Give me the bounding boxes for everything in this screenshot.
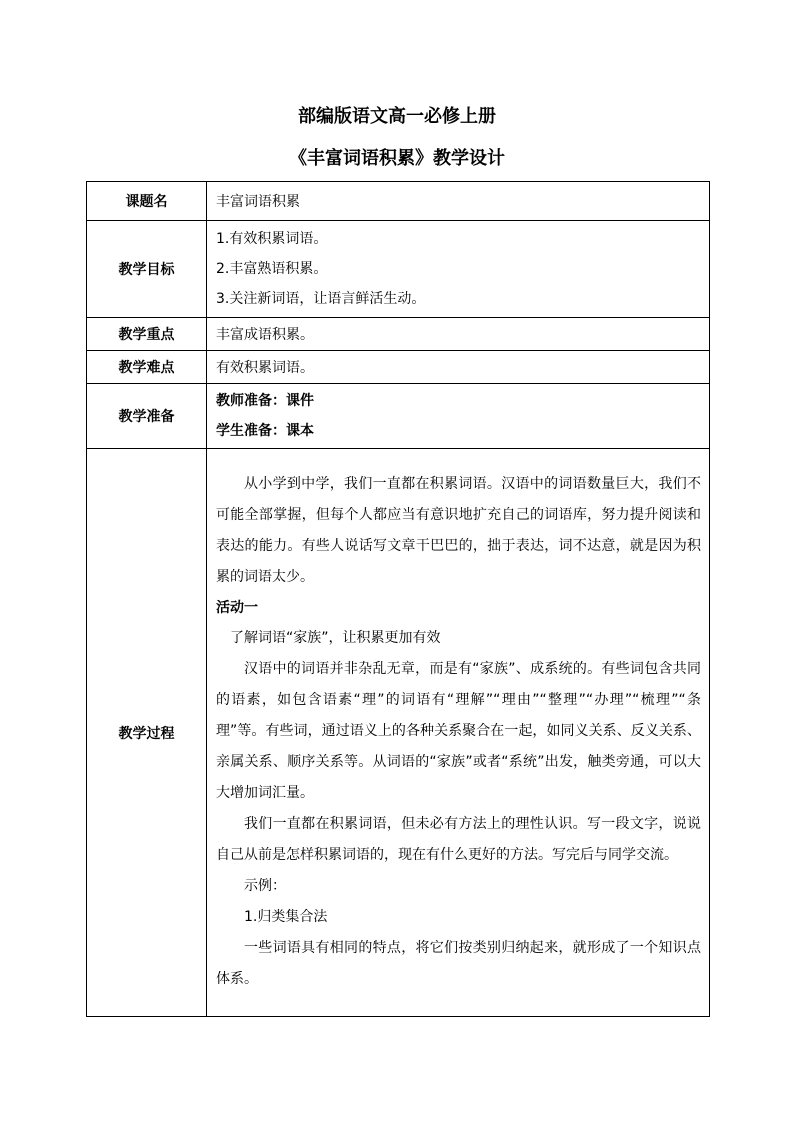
document-title: 部编版语文高一必修上册 [298,106,496,127]
example-label: 示例： [244,877,286,894]
teacher-preparation: 教师准备：课件 [216,393,314,409]
document-subtitle: 《丰富词语积累》教学设计 [289,148,505,169]
method-heading: 1.归类集合法 [244,908,328,925]
topic-label: 课题名 [87,182,207,221]
paragraph-method: 一些词语具有相同的特点，将它们按类别归纳起来，就形成了一个知识点体系。 [216,939,701,987]
key-point-label: 教学重点 [87,318,207,351]
row-topic [87,182,710,221]
student-preparation: 学生准备：课本 [216,423,314,439]
goals-label: 教学目标 [87,221,207,318]
row-difficulty [87,351,710,384]
intro-paragraph: 从小学到中学，我们一直都在积累词语。汉语中的词语数量巨大，我们不可能全部掌握，但每个人都应当有意识地扩充自己的词语库，努力提升阅读和表达的能力。有些人说话写文章干巴巴的，拙于表达，词不达意，就是因为积累的词语太少。 [216,475,701,585]
paragraph-word-family: 汉语中的词语并非杂乱无章，而是有“家族”、成系统的。有些词包含共同的语素，如包含语素“理”的词语有“理解”“理由”“整理”“办理”“梳理”“条理”等。有些词，通过语义上的各种关系聚合在一起，如同义关系、反义关系、亲属关系、顺序关系等。从词语的“家族”或者“系统”出发，触类旁通，可以大大增加词汇量。 [216,660,701,801]
paragraph-task: 我们一直都在积累词语，但未必有方法上的理性认识。写一段文字，说说自己从前是怎样积累词语的，现在有什么更好的方法。写完后与同学交流。 [216,815,701,863]
lesson-plan-table [86,181,710,1017]
activity-subtitle: 了解词语“家族”，让积累更加有效 [230,629,441,646]
preparation-label: 教学准备 [87,384,207,449]
row-process [87,449,710,1017]
goal-item: 2.丰富熟语积累。 [216,261,328,277]
row-goals [87,221,710,318]
goal-item: 1.有效积累词语。 [216,231,328,247]
process-content [207,449,710,1017]
key-point-value: 丰富成语积累。 [207,318,710,351]
preparation-items [207,384,710,449]
difficulty-value: 有效积累词语。 [207,351,710,384]
goals-list [207,221,710,318]
difficulty-label: 教学难点 [87,351,207,384]
topic-value: 丰富词语积累 [207,182,710,221]
activity-title: 活动一 [216,599,258,616]
process-label: 教学过程 [87,449,207,1017]
goal-item: 3.关注新词语，让语言鲜活生动。 [216,291,426,307]
row-key-point [87,318,710,351]
row-preparation [87,384,710,449]
